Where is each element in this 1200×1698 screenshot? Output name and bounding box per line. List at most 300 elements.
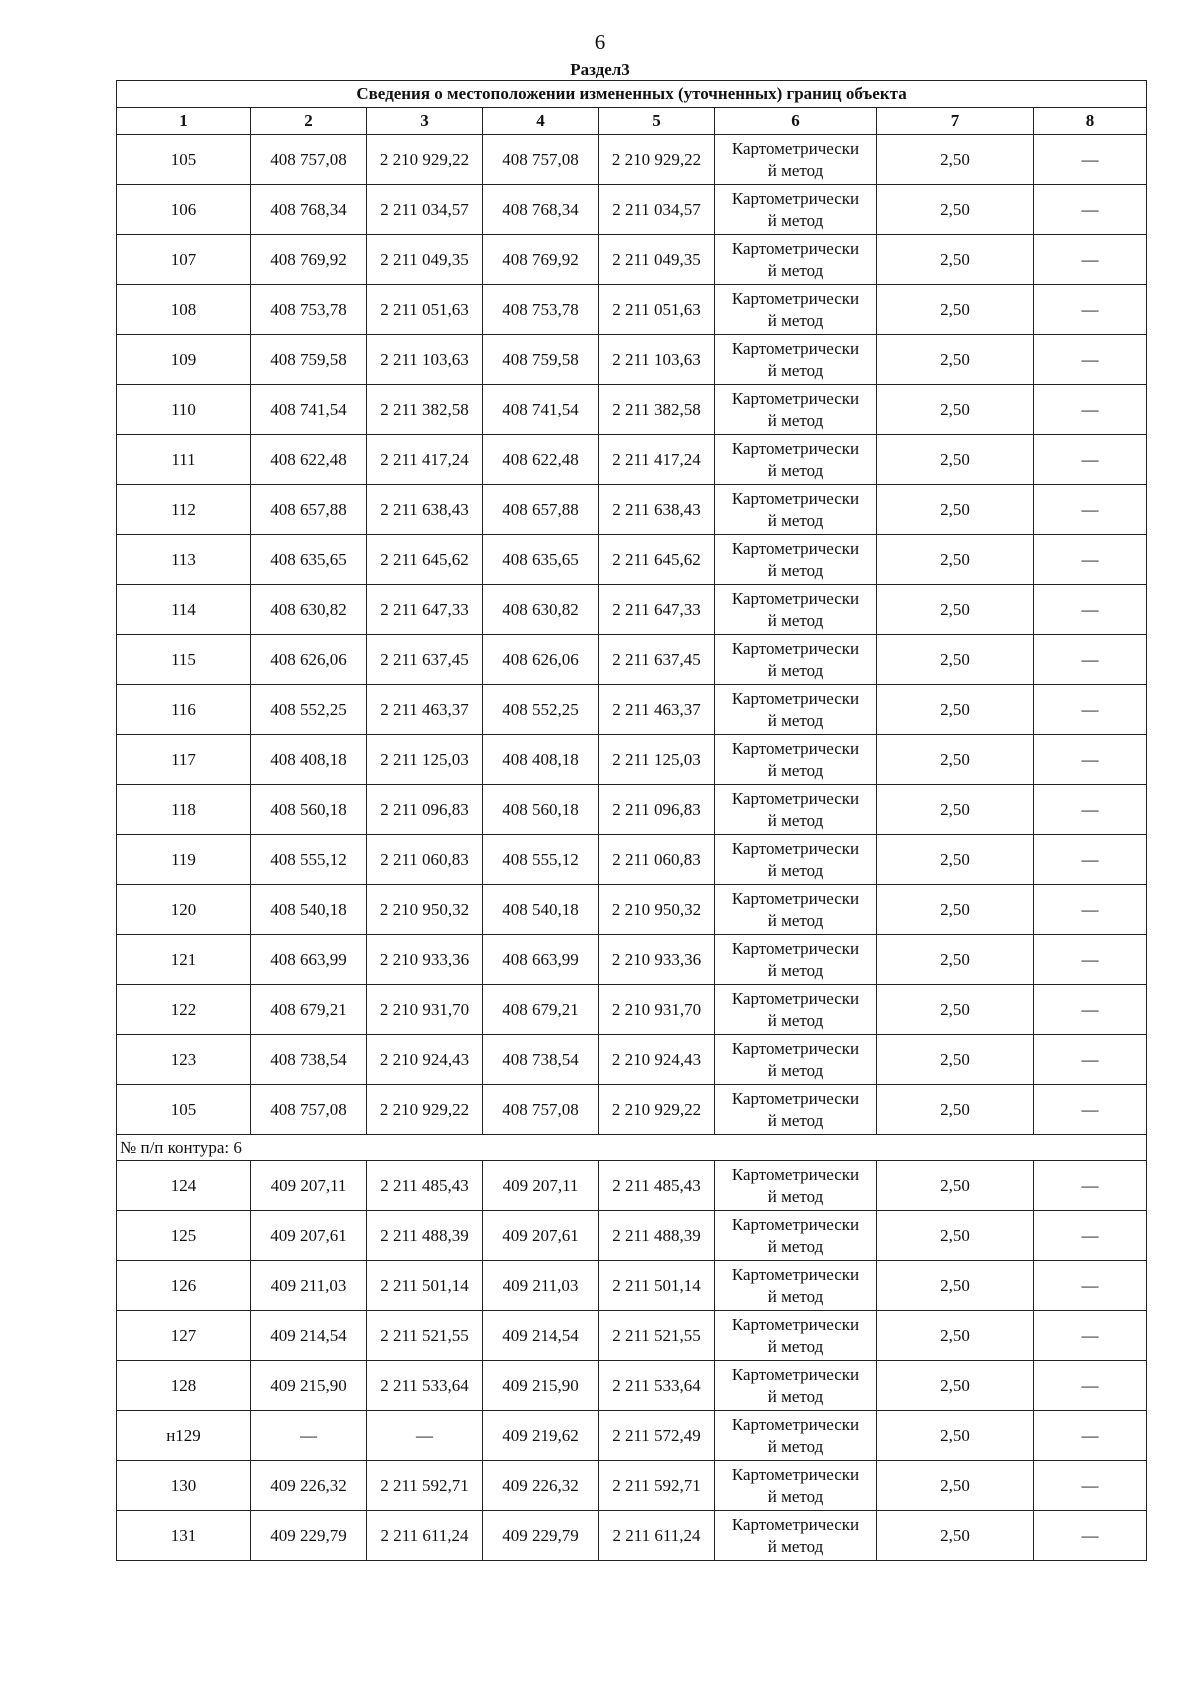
method-cell	[715, 1085, 877, 1135]
old-x-cell: 408 635,65	[251, 535, 367, 585]
method-cell	[715, 735, 877, 785]
old-y-cell: 2 210 924,43	[367, 1035, 483, 1085]
table-row	[117, 1511, 1147, 1561]
page-number: 6	[594, 30, 606, 54]
new-x-cell: 408 741,54	[483, 385, 599, 435]
method-cell	[715, 535, 877, 585]
method-cell	[715, 385, 877, 435]
accuracy-cell: 2,50	[877, 735, 1034, 785]
method-cell	[715, 585, 877, 635]
new-y-cell: 2 211 647,33	[599, 585, 715, 635]
table-row	[117, 235, 1147, 285]
method-line-1: Картометрически	[731, 688, 860, 708]
new-y-cell: 2 211 645,62	[599, 535, 715, 585]
point-number-cell: 131	[117, 1511, 251, 1561]
new-y-cell: 2 211 521,55	[599, 1311, 715, 1361]
old-y-cell: 2 211 501,14	[367, 1261, 483, 1311]
point-number-cell: 107	[117, 235, 251, 285]
method-line-2: й метод	[767, 1060, 824, 1080]
method-line-1: Картометрически	[731, 488, 860, 508]
method-line-1: Картометрически	[731, 338, 860, 358]
method-line-2: й метод	[767, 960, 824, 980]
new-x-cell: 408 622,48	[483, 435, 599, 485]
column-header: 4	[483, 108, 599, 135]
point-number-cell: 119	[117, 835, 251, 885]
point-number-cell: 113	[117, 535, 251, 585]
method-line-2: й метод	[767, 310, 824, 330]
description-cell: —	[1034, 985, 1147, 1035]
method-line-1: Картометрически	[731, 438, 860, 458]
old-y-cell: 2 210 929,22	[367, 135, 483, 185]
method-cell	[715, 985, 877, 1035]
new-y-cell: 2 211 572,49	[599, 1411, 715, 1461]
method-cell	[715, 185, 877, 235]
old-y-cell: 2 211 638,43	[367, 485, 483, 535]
method-line-2: й метод	[767, 1336, 824, 1356]
accuracy-cell: 2,50	[877, 435, 1034, 485]
column-header: 5	[599, 108, 715, 135]
method-line-2: й метод	[767, 1436, 824, 1456]
method-cell	[715, 285, 877, 335]
old-x-cell: 408 555,12	[251, 835, 367, 885]
point-number-cell: 121	[117, 935, 251, 985]
table-row	[117, 335, 1147, 385]
accuracy-cell: 2,50	[877, 335, 1034, 385]
table-row	[117, 135, 1147, 185]
method-cell	[715, 935, 877, 985]
old-x-cell: 409 214,54	[251, 1311, 367, 1361]
old-x-cell: 408 657,88	[251, 485, 367, 535]
method-line-2: й метод	[767, 810, 824, 830]
new-x-cell: 408 630,82	[483, 585, 599, 635]
point-number-cell: 106	[117, 185, 251, 235]
method-cell	[715, 485, 877, 535]
table-row	[117, 635, 1147, 685]
accuracy-cell: 2,50	[877, 885, 1034, 935]
accuracy-cell: 2,50	[877, 785, 1034, 835]
method-cell	[715, 635, 877, 685]
description-cell: —	[1034, 685, 1147, 735]
new-x-cell: 408 626,06	[483, 635, 599, 685]
method-line-1: Картометрически	[731, 538, 860, 558]
method-cell	[715, 835, 877, 885]
method-line-1: Картометрически	[731, 738, 860, 758]
accuracy-cell: 2,50	[877, 1461, 1034, 1511]
accuracy-cell: 2,50	[877, 235, 1034, 285]
table-row	[117, 1311, 1147, 1361]
old-x-cell: 409 229,79	[251, 1511, 367, 1561]
accuracy-cell: 2,50	[877, 1361, 1034, 1411]
method-line-1: Картометрически	[731, 238, 860, 258]
method-line-2: й метод	[767, 360, 824, 380]
accuracy-cell: 2,50	[877, 1085, 1034, 1135]
new-x-cell: 408 555,12	[483, 835, 599, 885]
column-header: 7	[877, 108, 1034, 135]
method-line-2: й метод	[767, 1110, 824, 1130]
contour-label: № п/п контура: 6	[117, 1135, 1147, 1161]
new-x-cell: 408 738,54	[483, 1035, 599, 1085]
method-line-1: Картометрически	[731, 1314, 860, 1334]
accuracy-cell: 2,50	[877, 635, 1034, 685]
accuracy-cell: 2,50	[877, 135, 1034, 185]
table-row	[117, 1461, 1147, 1511]
new-x-cell: 408 757,08	[483, 1085, 599, 1135]
description-cell: —	[1034, 585, 1147, 635]
table-row	[117, 1261, 1147, 1311]
table-caption: Сведения о местоположении измененных (уточненных) границ объекта	[117, 81, 1147, 108]
table-row	[117, 735, 1147, 785]
method-cell	[715, 435, 877, 485]
method-line-1: Картометрически	[731, 588, 860, 608]
old-x-cell: 408 769,92	[251, 235, 367, 285]
description-cell: —	[1034, 335, 1147, 385]
point-number-cell: 127	[117, 1311, 251, 1361]
new-x-cell: 408 679,21	[483, 985, 599, 1035]
new-y-cell: 2 211 125,03	[599, 735, 715, 785]
new-y-cell: 2 210 929,22	[599, 135, 715, 185]
method-cell	[715, 1311, 877, 1361]
method-line-1: Картометрически	[731, 138, 860, 158]
old-y-cell: 2 211 096,83	[367, 785, 483, 835]
accuracy-cell: 2,50	[877, 1211, 1034, 1261]
old-x-cell: 408 626,06	[251, 635, 367, 685]
column-header: 3	[367, 108, 483, 135]
method-line-1: Картометрически	[731, 1514, 860, 1534]
method-line-2: й метод	[767, 1386, 824, 1406]
description-cell: —	[1034, 1411, 1147, 1461]
new-y-cell: 2 211 463,37	[599, 685, 715, 735]
old-x-cell: 408 560,18	[251, 785, 367, 835]
new-y-cell: 2 211 060,83	[599, 835, 715, 885]
method-line-1: Картометрически	[731, 988, 860, 1008]
description-cell: —	[1034, 385, 1147, 435]
old-x-cell: 408 679,21	[251, 985, 367, 1035]
new-x-cell: 409 226,32	[483, 1461, 599, 1511]
old-y-cell: 2 211 417,24	[367, 435, 483, 485]
old-x-cell: 409 207,11	[251, 1161, 367, 1211]
old-y-cell: 2 211 034,57	[367, 185, 483, 235]
method-line-1: Картометрически	[731, 388, 860, 408]
accuracy-cell: 2,50	[877, 1035, 1034, 1085]
old-y-cell: 2 211 611,24	[367, 1511, 483, 1561]
method-line-2: й метод	[767, 260, 824, 280]
new-x-cell: 409 211,03	[483, 1261, 599, 1311]
old-x-cell: 408 663,99	[251, 935, 367, 985]
description-cell: —	[1034, 885, 1147, 935]
description-cell: —	[1034, 1361, 1147, 1411]
old-y-cell: 2 211 521,55	[367, 1311, 483, 1361]
old-y-cell: 2 211 645,62	[367, 535, 483, 585]
old-y-cell: 2 211 647,33	[367, 585, 483, 635]
description-cell: —	[1034, 235, 1147, 285]
section-title: Раздел3	[570, 60, 630, 79]
method-line-1: Картометрически	[731, 1464, 860, 1484]
method-line-1: Картометрически	[731, 1414, 860, 1434]
method-cell	[715, 885, 877, 935]
new-y-cell: 2 211 501,14	[599, 1261, 715, 1311]
boundary-table	[116, 80, 1147, 1561]
old-x-cell: 408 741,54	[251, 385, 367, 435]
method-line-1: Картометрически	[731, 1364, 860, 1384]
new-x-cell: 408 769,92	[483, 235, 599, 285]
old-y-cell: 2 211 533,64	[367, 1361, 483, 1411]
new-y-cell: 2 211 034,57	[599, 185, 715, 235]
method-line-2: й метод	[767, 560, 824, 580]
new-y-cell: 2 211 637,45	[599, 635, 715, 685]
method-cell	[715, 1261, 877, 1311]
new-y-cell: 2 211 611,24	[599, 1511, 715, 1561]
accuracy-cell: 2,50	[877, 685, 1034, 735]
method-line-2: й метод	[767, 760, 824, 780]
method-cell	[715, 1361, 877, 1411]
method-line-2: й метод	[767, 1236, 824, 1256]
old-x-cell: 408 552,25	[251, 685, 367, 735]
description-cell: —	[1034, 1161, 1147, 1211]
column-header: 8	[1034, 108, 1147, 135]
new-x-cell: 409 207,61	[483, 1211, 599, 1261]
point-number-cell: 120	[117, 885, 251, 935]
description-cell: —	[1034, 185, 1147, 235]
table-row	[117, 585, 1147, 635]
new-x-cell: 408 552,25	[483, 685, 599, 735]
method-line-1: Картометрически	[731, 288, 860, 308]
contour-row	[117, 1135, 1147, 1161]
table-row	[117, 1085, 1147, 1135]
new-x-cell: 408 759,58	[483, 335, 599, 385]
table-row	[117, 385, 1147, 435]
new-x-cell: 408 560,18	[483, 785, 599, 835]
method-line-2: й метод	[767, 410, 824, 430]
table-row	[117, 1361, 1147, 1411]
description-cell: —	[1034, 835, 1147, 885]
point-number-cell: 115	[117, 635, 251, 685]
description-cell: —	[1034, 535, 1147, 585]
old-y-cell: 2 211 103,63	[367, 335, 483, 385]
method-cell	[715, 1461, 877, 1511]
new-x-cell: 408 408,18	[483, 735, 599, 785]
new-y-cell: 2 210 924,43	[599, 1035, 715, 1085]
method-line-2: й метод	[767, 910, 824, 930]
old-y-cell: 2 211 049,35	[367, 235, 483, 285]
description-cell: —	[1034, 485, 1147, 535]
new-y-cell: 2 211 533,64	[599, 1361, 715, 1411]
description-cell: —	[1034, 1461, 1147, 1511]
table-row	[117, 1411, 1147, 1461]
new-y-cell: 2 211 051,63	[599, 285, 715, 335]
table-row	[117, 185, 1147, 235]
new-y-cell: 2 211 638,43	[599, 485, 715, 535]
old-x-cell: 409 207,61	[251, 1211, 367, 1261]
accuracy-cell: 2,50	[877, 535, 1034, 585]
description-cell: —	[1034, 1211, 1147, 1261]
method-cell	[715, 785, 877, 835]
old-x-cell: 408 408,18	[251, 735, 367, 785]
old-x-cell: 409 211,03	[251, 1261, 367, 1311]
new-y-cell: 2 210 931,70	[599, 985, 715, 1035]
new-y-cell: 2 211 488,39	[599, 1211, 715, 1261]
table-row	[117, 485, 1147, 535]
old-y-cell: 2 210 950,32	[367, 885, 483, 935]
point-number-cell: 123	[117, 1035, 251, 1085]
description-cell: —	[1034, 285, 1147, 335]
old-y-cell: 2 211 592,71	[367, 1461, 483, 1511]
method-line-2: й метод	[767, 860, 824, 880]
new-x-cell: 409 229,79	[483, 1511, 599, 1561]
method-line-2: й метод	[767, 710, 824, 730]
accuracy-cell: 2,50	[877, 285, 1034, 335]
new-y-cell: 2 210 929,22	[599, 1085, 715, 1135]
method-cell	[715, 685, 877, 735]
table-row	[117, 1211, 1147, 1261]
method-line-2: й метод	[767, 610, 824, 630]
point-number-cell: н129	[117, 1411, 251, 1461]
point-number-cell: 118	[117, 785, 251, 835]
description-cell: —	[1034, 1085, 1147, 1135]
accuracy-cell: 2,50	[877, 485, 1034, 535]
method-line-2: й метод	[767, 210, 824, 230]
old-y-cell: 2 211 060,83	[367, 835, 483, 885]
new-x-cell: 408 635,65	[483, 535, 599, 585]
new-y-cell: 2 210 950,32	[599, 885, 715, 935]
table-row	[117, 1035, 1147, 1085]
method-cell	[715, 1511, 877, 1561]
old-y-cell: 2 210 929,22	[367, 1085, 483, 1135]
table-row	[117, 685, 1147, 735]
old-x-cell: 408 738,54	[251, 1035, 367, 1085]
accuracy-cell: 2,50	[877, 585, 1034, 635]
point-number-cell: 105	[117, 135, 251, 185]
description-cell: —	[1034, 135, 1147, 185]
table-row	[117, 835, 1147, 885]
point-number-cell: 105	[117, 1085, 251, 1135]
new-x-cell: 409 207,11	[483, 1161, 599, 1211]
method-cell	[715, 1411, 877, 1461]
method-line-1: Картометрически	[731, 1214, 860, 1234]
point-number-cell: 111	[117, 435, 251, 485]
new-x-cell: 409 215,90	[483, 1361, 599, 1411]
table-row	[117, 1161, 1147, 1211]
old-y-cell: 2 211 637,45	[367, 635, 483, 685]
method-line-2: й метод	[767, 1486, 824, 1506]
old-y-cell: 2 210 933,36	[367, 935, 483, 985]
old-y-cell: 2 211 485,43	[367, 1161, 483, 1211]
method-line-2: й метод	[767, 510, 824, 530]
new-y-cell: 2 210 933,36	[599, 935, 715, 985]
point-number-cell: 114	[117, 585, 251, 635]
new-x-cell: 408 540,18	[483, 885, 599, 935]
point-number-cell: 117	[117, 735, 251, 785]
table-row	[117, 435, 1147, 485]
description-cell: —	[1034, 1261, 1147, 1311]
accuracy-cell: 2,50	[877, 1261, 1034, 1311]
new-y-cell: 2 211 382,58	[599, 385, 715, 435]
method-line-2: й метод	[767, 1536, 824, 1556]
method-cell	[715, 1211, 877, 1261]
point-number-cell: 130	[117, 1461, 251, 1511]
method-line-1: Картометрически	[731, 838, 860, 858]
new-x-cell: 408 663,99	[483, 935, 599, 985]
old-x-cell: 408 753,78	[251, 285, 367, 335]
description-cell: —	[1034, 1511, 1147, 1561]
old-x-cell: 408 757,08	[251, 1085, 367, 1135]
new-x-cell: 408 768,34	[483, 185, 599, 235]
method-line-1: Картометрически	[731, 1164, 860, 1184]
point-number-cell: 128	[117, 1361, 251, 1411]
new-x-cell: 408 657,88	[483, 485, 599, 535]
description-cell: —	[1034, 735, 1147, 785]
accuracy-cell: 2,50	[877, 935, 1034, 985]
table-row	[117, 535, 1147, 585]
new-x-cell: 409 219,62	[483, 1411, 599, 1461]
method-line-2: й метод	[767, 1186, 824, 1206]
accuracy-cell: 2,50	[877, 1511, 1034, 1561]
method-line-1: Картометрически	[731, 788, 860, 808]
accuracy-cell: 2,50	[877, 1311, 1034, 1361]
new-y-cell: 2 211 417,24	[599, 435, 715, 485]
old-y-cell: —	[367, 1411, 483, 1461]
description-cell: —	[1034, 935, 1147, 985]
method-line-1: Картометрически	[731, 1088, 860, 1108]
table-row	[117, 285, 1147, 335]
description-cell: —	[1034, 635, 1147, 685]
point-number-cell: 125	[117, 1211, 251, 1261]
method-line-1: Картометрически	[731, 1038, 860, 1058]
column-header: 1	[117, 108, 251, 135]
old-y-cell: 2 211 051,63	[367, 285, 483, 335]
new-y-cell: 2 211 049,35	[599, 235, 715, 285]
description-cell: —	[1034, 1035, 1147, 1085]
column-header: 2	[251, 108, 367, 135]
method-cell	[715, 1035, 877, 1085]
new-x-cell: 408 757,08	[483, 135, 599, 185]
new-x-cell: 408 753,78	[483, 285, 599, 335]
table-row	[117, 885, 1147, 935]
accuracy-cell: 2,50	[877, 1411, 1034, 1461]
method-line-2: й метод	[767, 660, 824, 680]
method-line-2: й метод	[767, 1286, 824, 1306]
method-line-1: Картометрически	[731, 938, 860, 958]
new-x-cell: 409 214,54	[483, 1311, 599, 1361]
old-x-cell: 408 768,34	[251, 185, 367, 235]
old-x-cell: 408 540,18	[251, 885, 367, 935]
table-row	[117, 785, 1147, 835]
old-y-cell: 2 210 931,70	[367, 985, 483, 1035]
old-y-cell: 2 211 463,37	[367, 685, 483, 735]
table-row	[117, 985, 1147, 1035]
method-line-1: Картометрически	[731, 1264, 860, 1284]
point-number-cell: 109	[117, 335, 251, 385]
old-x-cell: 408 622,48	[251, 435, 367, 485]
point-number-cell: 124	[117, 1161, 251, 1211]
new-y-cell: 2 211 103,63	[599, 335, 715, 385]
column-header-row	[117, 108, 1147, 135]
new-y-cell: 2 211 096,83	[599, 785, 715, 835]
point-number-cell: 108	[117, 285, 251, 335]
description-cell: —	[1034, 1311, 1147, 1361]
old-x-cell: 408 759,58	[251, 335, 367, 385]
point-number-cell: 122	[117, 985, 251, 1035]
method-line-1: Картометрически	[731, 888, 860, 908]
old-x-cell: 408 757,08	[251, 135, 367, 185]
old-y-cell: 2 211 382,58	[367, 385, 483, 435]
accuracy-cell: 2,50	[877, 835, 1034, 885]
method-line-2: й метод	[767, 160, 824, 180]
method-line-1: Картометрически	[731, 188, 860, 208]
new-y-cell: 2 211 592,71	[599, 1461, 715, 1511]
description-cell: —	[1034, 785, 1147, 835]
description-cell: —	[1034, 435, 1147, 485]
accuracy-cell: 2,50	[877, 185, 1034, 235]
